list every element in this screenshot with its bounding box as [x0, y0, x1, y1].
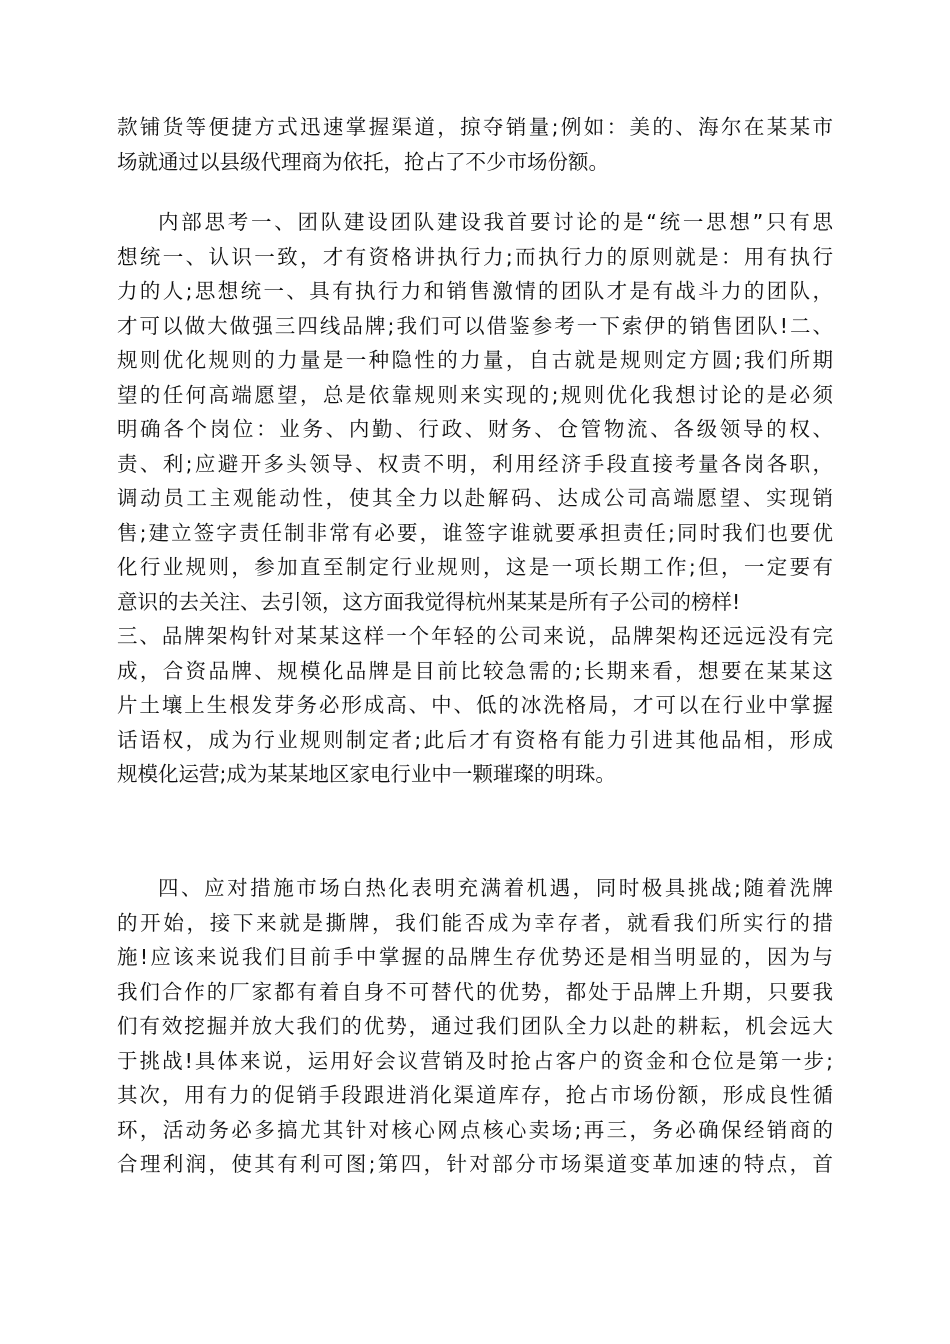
paragraph-3 [117, 871, 833, 1182]
paragraph-line: 款铺货等便捷方式迅速掌握渠道，掠夺销量;例如：美的、海尔在某某市 [117, 115, 833, 139]
paragraph-line: 力的人;思想统一、具有执行力和销售激情的团队才是有战斗力的团队， [117, 279, 833, 303]
paragraph-line: 于挑战!具体来说，运用好会议营销及时抢占客户的资金和仓位是第一步; [117, 1048, 833, 1073]
paragraph-line: 明确各个岗位：业务、内勤、行政、财务、仓管物流、各级领导的权、 [117, 417, 833, 441]
paragraph-1 [117, 110, 833, 179]
paragraph-line: 其次，用有力的促销手段跟进消化渠道库存，抢占市场份额，形成良性循 [117, 1083, 833, 1107]
paragraph-line: 施!应该来说我们目前手中掌握的品牌生存优势还是相当明显的，因为与 [117, 945, 833, 969]
paragraph-line: 规则优化规则的力量是一种隐性的力量，自古就是规则定方圆;我们所期 [117, 348, 833, 372]
paragraph-line: 责、利;应避开多头领导、权责不明，利用经济手段直接考量各岗各职， [117, 451, 833, 476]
paragraph-line: 我们合作的厂家都有着自身不可替代的优势，都处于品牌上升期，只要我 [117, 979, 833, 1004]
paragraph-line: 四、应对措施市场白热化表明充满着机遇，同时极具挑战;随着洗牌 [158, 876, 833, 900]
paragraph-line: 们有效挖掘并放大我们的优势，通过我们团队全力以赴的耕耘，机会远大 [117, 1014, 833, 1038]
paragraph-line: 调动员工主观能动性，使其全力以赴解码、达成公司高端愿望、实现销 [117, 486, 833, 510]
paragraph-line: 场就通过以县级代理商为依托，抢占了不少市场份额。 [117, 149, 609, 174]
paragraph-line: 成，合资品牌、规模化品牌是目前比较急需的;长期来看，想要在某某这 [117, 658, 833, 683]
paragraph-line: 想统一、认识一致，才有资格讲执行力;而执行力的原则就是：用有执行 [117, 244, 833, 269]
paragraph-line: 望的任何高端愿望，总是依靠规则来实现的;规则优化我想讨论的是必须 [117, 382, 833, 407]
paragraph-line: 化行业规则，参加直至制定行业规则，这是一项长期工作;但，一定要有 [117, 555, 833, 579]
paragraph-line: 售;建立签字责任制非常有必要，谁签字谁就要承担责任;同时我们也要优 [117, 520, 833, 545]
paragraph-2 [117, 205, 833, 792]
paragraph-line: 片土壤上生根发芽务必形成高、中、低的冰洗格局，才可以在行业中掌握 [117, 693, 833, 717]
paragraph-line: 规模化运营;成为某某地区家电行业中一颗璀璨的明珠。 [117, 762, 616, 786]
paragraph-line: 环，活动务必多搞尤其针对核心网点核心卖场;再三，务必确保经销商的 [117, 1117, 833, 1142]
paragraph-line: 话语权，成为行业规则制定者;此后才有资格有能力引进其他品相，形成 [117, 727, 833, 752]
paragraph-line: 三、品牌架构针对某某这样一个年轻的公司来说，品牌架构还远远没有完 [117, 624, 833, 648]
paragraph-line: 内部思考一、团队建设团队建设我首要讨论的是“统一思想”只有思 [158, 210, 833, 234]
paragraph-line: 的开始，接下来就是撕牌，我们能否成为幸存者，就看我们所实行的措 [117, 910, 833, 935]
paragraph-line: 才可以做大做强三四线品牌;我们可以借鉴参考一下索伊的销售团队!二、 [117, 313, 833, 338]
paragraph-line: 意识的去关注、去引领，这方面我觉得杭州某某是所有子公司的榜样! [117, 589, 741, 614]
paragraph-line: 合理利润，使其有利可图;第四，针对部分市场渠道变革加速的特点，首 [117, 1152, 833, 1176]
